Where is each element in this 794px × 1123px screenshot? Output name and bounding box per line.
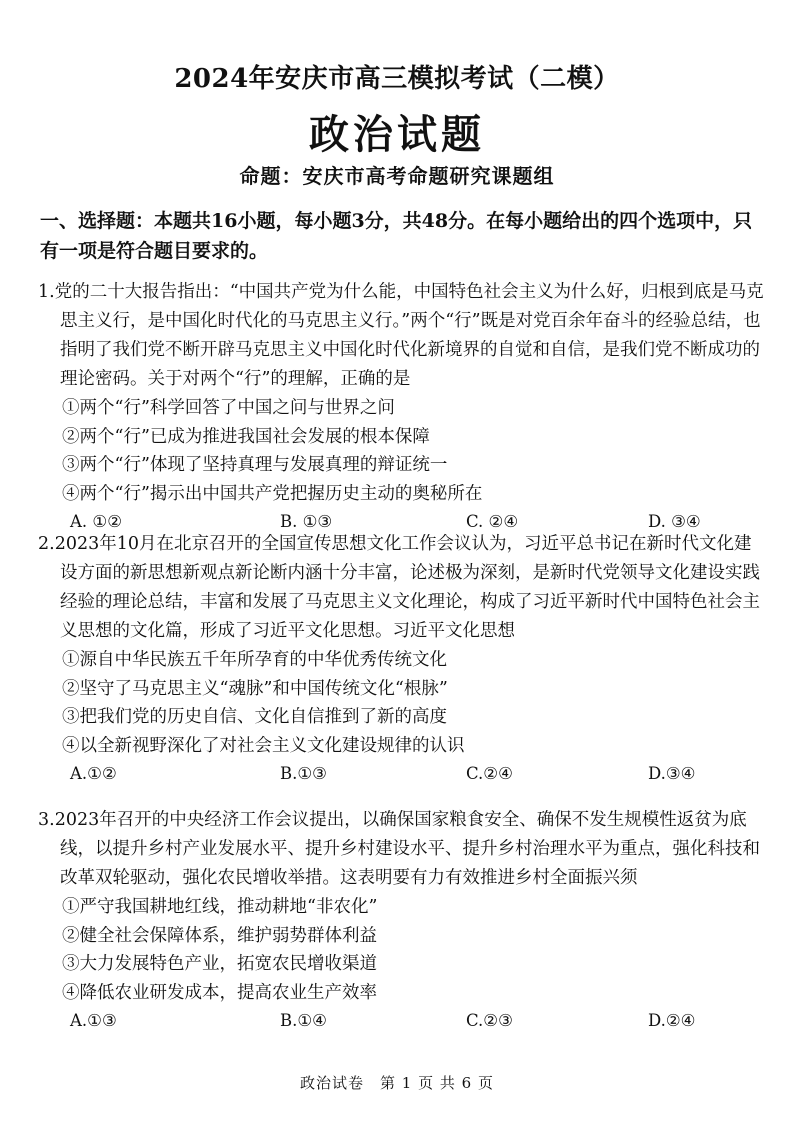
question-3: [38, 806, 768, 1035]
option-3: ③把我们党的历史自信、文化自信推到了新的高度: [62, 707, 447, 727]
author-line: 命题：安庆市高考命题研究课题组: [239, 164, 555, 188]
option-3: ③两个“行”体现了坚持真理与发展真理的辩证统一: [62, 455, 448, 475]
answer-choices: [70, 1007, 768, 1035]
section-heading: 一、选择题：本题共16小题，每小题3分，共48分。在每小题给出的四个选项中，只有一项是符合题目要求的。: [40, 210, 753, 262]
choice-a: A.①③: [70, 1011, 117, 1030]
choice-d: D.③④: [648, 764, 696, 783]
page-footer: 政治试卷 第 1 页 共 6 页: [300, 1074, 494, 1092]
option-4: ④降低农业研发成本，提高农业生产效率: [62, 982, 377, 1003]
option-1: ①两个“行”科学回答了中国之问与世界之问: [62, 398, 395, 418]
question-stem: 1.党的二十大报告指出：“中国共产党为什么能，中国特色社会主义为什么好，归根到底是马克思主义行，是中国化时代化的马克思主义行。”两个“行”既是对党百余年奋斗的经验总结，也指明了我们党不断开辟马克思主义中国化时代化新境界的自觉和自信，是我们党不断成功的理论密码。关于对两个“行”的理解，正确的是: [38, 282, 764, 389]
option-4: ④以全新视野深化了对社会主义文化建设规律的认识: [62, 735, 465, 756]
option-3: ③大力发展特色产业，拓宽农民增收渠道: [62, 954, 377, 974]
question-2: [38, 530, 768, 788]
choice-c: C. ②④: [466, 512, 519, 531]
option-2: ②健全社会保障体系，维护弱势群体利益: [62, 925, 377, 946]
option-2: ②坚守了马克思主义“魂脉”和中国传统文化“根脉”: [62, 678, 448, 699]
choice-d: D. ③④: [648, 512, 701, 531]
option-1: ①严守我国耕地红线，推动耕地“非农化”: [62, 897, 378, 917]
answer-choices: [70, 760, 768, 788]
question-1: [38, 278, 768, 536]
option-2: ②两个“行”已成为推进我国社会发展的根本保障: [62, 426, 430, 447]
subject-title: 政治试题: [309, 111, 485, 158]
choice-a: A.①②: [70, 764, 117, 783]
choice-b: B. ①③: [280, 512, 333, 531]
choice-a: A. ①②: [70, 512, 122, 531]
choice-c: C.②④: [466, 764, 513, 783]
choice-d: D.②④: [648, 1011, 696, 1030]
exam-title: 2024年安庆市高三模拟考试（二模）: [174, 64, 620, 94]
question-stem: 2.2023年10月在北京召开的全国宣传思想文化工作会议认为，习近平总书记在新时代文化建设方面的新思想新观点新论断内涵十分丰富，论述极为深刻，是新时代党领导文化建设实践经验的理论总结，丰富和发展了马克思主义文化理论，构成了习近平新时代中国特色社会主义思想的文化篇，形成了习近平文化思想。习近平文化思想: [38, 534, 760, 641]
choice-b: B.①③: [280, 764, 327, 783]
choice-b: B.①④: [280, 1011, 327, 1030]
option-1: ①源自中华民族五千年所孕育的中华优秀传统文化: [62, 650, 447, 670]
choice-c: C.②③: [466, 1011, 513, 1030]
option-4: ④两个“行”揭示出中国共产党把握历史主动的奥秘所在: [62, 483, 483, 504]
question-stem: 3.2023年召开的中央经济工作会议提出，以确保国家粮食安全、确保不发生规模性返贫为底线，以提升乡村产业发展水平、提升乡村建设水平、提升乡村治理水平为重点，强化科技和改革双轮驱动，强化农民增收举措。这表明要有力有效推进乡村全面振兴须: [38, 810, 760, 888]
